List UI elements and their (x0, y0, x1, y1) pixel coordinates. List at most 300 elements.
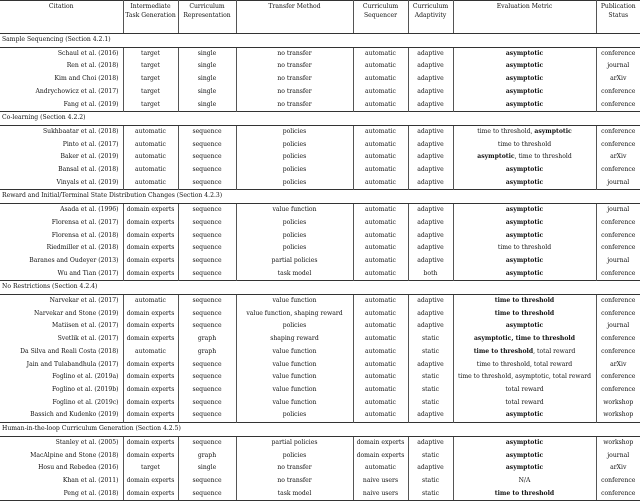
cell-transfer-method: value function (236, 359, 353, 372)
cell-transfer-method: value function (236, 346, 353, 359)
metric-part: asymptotic (505, 231, 544, 239)
cell-citation: Sukhbaatar et al. (2018) (0, 125, 123, 138)
cell-citation: Wu and Tian (2017) (0, 268, 123, 281)
cell-curriculum-adaptivity: adaptive (408, 409, 453, 422)
cell-publication-status: conference (601, 335, 636, 343)
cell-curriculum-representation: sequence (178, 475, 236, 488)
cell-citation: Bansal et al. (2018) (0, 164, 123, 177)
cell-task-generation: domain experts (123, 450, 178, 463)
cell-transfer-method: value function (236, 384, 353, 397)
metric-part: time to threshold, total reward (476, 360, 573, 368)
metric-part: asymptotic (505, 411, 544, 419)
cell-evaluation-metric (453, 177, 596, 190)
cell-task-generation: target (123, 86, 178, 99)
cell-transfer-method: partial policies (236, 255, 353, 268)
cell-transfer-method: value function (236, 397, 353, 410)
cell-publication-status: workshop (603, 398, 634, 406)
cell-citation: Andrychowicz et al. (2017) (0, 86, 123, 99)
cell-curriculum-representation: sequence (178, 125, 236, 138)
table-row (0, 151, 640, 164)
cell-citation: Florensa et al. (2017) (0, 217, 123, 230)
metric-part: asymptotic (505, 438, 544, 446)
table-row (0, 295, 640, 308)
cell-task-generation: target (123, 73, 178, 86)
cell-curriculum-adaptivity: adaptive (408, 436, 453, 449)
cell-citation: Fang et al. (2019) (0, 99, 123, 112)
cell-transfer-method: value function, shaping reward (236, 308, 353, 321)
cell-curriculum-sequencer: automatic (353, 255, 408, 268)
cell-task-generation: domain experts (123, 488, 178, 501)
cell-task-generation: domain experts (123, 397, 178, 410)
cell-evaluation-metric (453, 268, 596, 281)
table-row (0, 371, 640, 384)
metric-part: asymptotic (505, 62, 544, 70)
header-transfer-method: Transfer Method (236, 1, 353, 34)
metric-part: asymptotic (505, 256, 544, 264)
cell-curriculum-adaptivity: static (408, 397, 453, 410)
metric-part: N/A (518, 476, 531, 484)
cell-curriculum-representation: sequence (178, 268, 236, 281)
cell-curriculum-adaptivity: adaptive (408, 242, 453, 255)
metric-part: time to threshold, asymptotic, total reward (457, 373, 592, 381)
cell-transfer-method: task model (236, 268, 353, 281)
cell-citation: Baker et al. (2019) (0, 151, 123, 164)
cell-curriculum-adaptivity: static (408, 475, 453, 488)
cell-evaluation-metric (453, 164, 596, 177)
table-row (0, 60, 640, 73)
cell-curriculum-representation: single (178, 73, 236, 86)
table-row (0, 436, 640, 449)
table-row (0, 384, 640, 397)
header-curriculum-sequencer: Curriculum Sequencer (353, 1, 408, 34)
cell-curriculum-representation: sequence (178, 320, 236, 333)
header-evaluation-metric: Evaluation Metric (453, 1, 596, 34)
cell-curriculum-representation: sequence (178, 308, 236, 321)
cell-evaluation-metric (453, 204, 596, 217)
cell-evaluation-metric (453, 333, 596, 346)
cell-task-generation: domain experts (123, 320, 178, 333)
cell-curriculum-adaptivity: adaptive (408, 320, 453, 333)
cell-publication-status: conference (596, 488, 640, 501)
cell-transfer-method: no transfer (236, 73, 353, 86)
cell-publication-status: workshop (603, 438, 634, 446)
cell-publication-status: conference (601, 476, 636, 484)
cell-task-generation: domain experts (123, 268, 178, 281)
metric-part: asymptotic (505, 218, 544, 226)
cell-citation: Kim and Choi (2018) (0, 73, 123, 86)
cell-citation: Khan et al. (2011) (0, 475, 123, 488)
cell-curriculum-representation: graph (178, 346, 236, 359)
cell-curriculum-sequencer: automatic (353, 359, 408, 372)
section-header-row (0, 190, 640, 204)
cell-citation: Jain and Tulabandhula (2017) (0, 359, 123, 372)
cell-publication-status: journal (607, 178, 630, 186)
table-header (0, 1, 640, 34)
cell-evaluation-metric (453, 99, 596, 112)
table-row (0, 242, 640, 255)
cell-publication-status: conference (601, 140, 636, 148)
cell-publication-status: journal (607, 256, 630, 264)
section-header-row (0, 34, 640, 48)
cell-evaluation-metric (453, 462, 596, 475)
cell-task-generation: domain experts (123, 359, 178, 372)
cell-citation: Narvekar and Stone (2019) (0, 308, 123, 321)
cell-publication-status: conference (601, 269, 636, 277)
metric-part: time to threshold (494, 309, 555, 317)
cell-task-generation: domain experts (123, 242, 178, 255)
cell-evaluation-metric (453, 346, 596, 359)
metric-part: asymptotic (477, 153, 515, 161)
cell-transfer-method: policies (236, 242, 353, 255)
header-curriculum-adaptivity: Curriculum Adaptivity (408, 1, 453, 34)
table-row (0, 268, 640, 281)
cell-citation: Riedmiller et al. (2018) (0, 242, 123, 255)
section-header-row (0, 112, 640, 126)
cell-task-generation: domain experts (123, 217, 178, 230)
cell-curriculum-representation: sequence (178, 177, 236, 190)
table-row (0, 204, 640, 217)
cell-evaluation-metric (453, 230, 596, 243)
cell-curriculum-sequencer: automatic (353, 333, 408, 346)
cell-curriculum-adaptivity: adaptive (408, 295, 453, 308)
cell-curriculum-adaptivity: static (408, 346, 453, 359)
cell-curriculum-sequencer: automatic (353, 462, 408, 475)
section-title: No Restrictions (Section 4.2.4) (0, 281, 640, 295)
cell-transfer-method: policies (236, 139, 353, 152)
cell-evaluation-metric (453, 47, 596, 60)
table-row (0, 230, 640, 243)
cell-curriculum-adaptivity: adaptive (408, 125, 453, 138)
cell-publication-status: conference (601, 49, 636, 57)
cell-curriculum-adaptivity: both (408, 268, 453, 281)
cell-evaluation-metric (453, 242, 596, 255)
cell-citation: Asada et al. (1996) (0, 204, 123, 217)
cell-evaluation-metric (453, 295, 596, 308)
cell-publication-status: arXiv (610, 153, 627, 161)
cell-curriculum-adaptivity: adaptive (408, 47, 453, 60)
cell-curriculum-adaptivity: adaptive (408, 99, 453, 112)
cell-evaluation-metric (453, 320, 596, 333)
cell-task-generation: domain experts (123, 371, 178, 384)
cell-curriculum-adaptivity: static (408, 384, 453, 397)
metric-part: time to threshold (497, 244, 552, 252)
table-body (0, 34, 640, 501)
cell-citation: Baranes and Oudeyer (2013) (0, 255, 123, 268)
cell-curriculum-sequencer: automatic (353, 242, 408, 255)
cell-citation: Foglino et al. (2019a) (0, 371, 123, 384)
cell-publication-status: arXiv (610, 75, 627, 83)
cell-publication-status: conference (601, 218, 636, 226)
cell-curriculum-sequencer: automatic (353, 409, 408, 422)
cell-evaluation-metric (453, 139, 596, 152)
cell-citation: Bassich and Kudenko (2019) (0, 409, 123, 422)
cell-transfer-method: policies (236, 217, 353, 230)
table-row (0, 397, 640, 410)
table-row (0, 346, 640, 359)
cell-curriculum-representation: sequence (178, 139, 236, 152)
section-title: Human-in-the-loop Curriculum Generation (Section 4.2.5) (0, 423, 640, 437)
cell-curriculum-adaptivity: adaptive (408, 217, 453, 230)
table-row (0, 320, 640, 333)
cell-curriculum-sequencer: domain experts (353, 450, 408, 463)
cell-evaluation-metric (453, 409, 596, 422)
table-row (0, 475, 640, 488)
cell-transfer-method: policies (236, 450, 353, 463)
cell-curriculum-sequencer: automatic (353, 73, 408, 86)
cell-citation: Foglino et al. (2019b) (0, 384, 123, 397)
cell-publication-status: conference (601, 347, 636, 355)
cell-citation: Vinyals et al. (2019) (0, 177, 123, 190)
table-row (0, 409, 640, 422)
cell-curriculum-adaptivity: adaptive (408, 177, 453, 190)
cell-transfer-method: no transfer (236, 475, 353, 488)
cell-curriculum-adaptivity: adaptive (408, 60, 453, 73)
cell-transfer-method: no transfer (236, 47, 353, 60)
cell-curriculum-representation: sequence (178, 397, 236, 410)
cell-evaluation-metric (453, 359, 596, 372)
cell-publication-status: workshop (603, 411, 634, 419)
cell-curriculum-representation: sequence (178, 164, 236, 177)
cell-citation: Pinto et al. (2017) (0, 139, 123, 152)
cell-citation: Stanley et al. (2005) (0, 436, 123, 449)
metric-part: time to threshold (497, 140, 552, 148)
cell-citation: MacAlpine and Stone (2018) (0, 450, 123, 463)
metric-part: asymptotic (505, 87, 544, 95)
cell-curriculum-sequencer: automatic (353, 371, 408, 384)
table-row (0, 139, 640, 152)
cell-curriculum-representation: sequence (178, 230, 236, 243)
table-row (0, 99, 640, 112)
metric-part: asymptotic (534, 127, 572, 135)
cell-curriculum-representation: sequence (178, 371, 236, 384)
metric-part: , time to threshold (514, 153, 572, 161)
cell-task-generation: target (123, 60, 178, 73)
cell-citation: Svetlik et al. (2017) (0, 333, 123, 346)
cell-curriculum-representation: sequence (178, 204, 236, 217)
cell-task-generation: domain experts (123, 204, 178, 217)
cell-curriculum-representation: graph (178, 333, 236, 346)
cell-publication-status: conference (601, 244, 636, 252)
cell-evaluation-metric (453, 436, 596, 449)
cell-transfer-method: no transfer (236, 462, 353, 475)
cell-transfer-method: policies (236, 320, 353, 333)
cell-task-generation: domain experts (123, 333, 178, 346)
cell-curriculum-representation: single (178, 462, 236, 475)
cell-curriculum-sequencer: automatic (353, 86, 408, 99)
cell-curriculum-representation: sequence (178, 242, 236, 255)
table-row (0, 462, 640, 475)
cell-transfer-method: value function (236, 371, 353, 384)
table-row (0, 255, 640, 268)
cell-curriculum-adaptivity: adaptive (408, 204, 453, 217)
cell-curriculum-adaptivity: adaptive (408, 359, 453, 372)
table-row (0, 164, 640, 177)
header-citation: Citation (0, 1, 123, 34)
cell-curriculum-representation: single (178, 86, 236, 99)
cell-curriculum-adaptivity: adaptive (408, 151, 453, 164)
cell-transfer-method: no transfer (236, 60, 353, 73)
cell-curriculum-adaptivity: adaptive (408, 73, 453, 86)
cell-publication-status: arXiv (610, 360, 627, 368)
cell-curriculum-representation: sequence (178, 217, 236, 230)
metric-part: total reward (505, 398, 544, 406)
metric-part: asymptotic (505, 49, 544, 57)
table-row (0, 125, 640, 138)
cell-curriculum-sequencer: automatic (353, 139, 408, 152)
cell-task-generation: target (123, 99, 178, 112)
cell-evaluation-metric (453, 308, 596, 321)
cell-curriculum-adaptivity: adaptive (408, 164, 453, 177)
metric-part: asymptotic (505, 451, 544, 459)
section-title: Co-learning (Section 4.2.2) (0, 112, 640, 126)
cell-curriculum-sequencer: naive users (353, 488, 408, 501)
cell-citation: Schaul et al. (2016) (0, 47, 123, 60)
cell-citation: Foglino et al. (2019c) (0, 397, 123, 410)
section-header-row (0, 281, 640, 295)
cell-publication-status: conference (601, 127, 636, 135)
cell-transfer-method: policies (236, 151, 353, 164)
cell-curriculum-representation: sequence (178, 384, 236, 397)
cell-transfer-method: no transfer (236, 99, 353, 112)
cell-curriculum-adaptivity: static (408, 333, 453, 346)
table-row (0, 47, 640, 60)
metric-part: time to threshold (494, 489, 555, 497)
cell-citation: Narvekar et al. (2017) (0, 295, 123, 308)
cell-task-generation: domain experts (123, 409, 178, 422)
cell-task-generation: automatic (123, 295, 178, 308)
cell-curriculum-representation: single (178, 60, 236, 73)
table-row (0, 177, 640, 190)
cell-task-generation: domain experts (123, 255, 178, 268)
cell-transfer-method: shaping reward (236, 333, 353, 346)
cell-curriculum-sequencer: automatic (353, 230, 408, 243)
cell-publication-status: journal (607, 206, 630, 214)
cell-curriculum-adaptivity: adaptive (408, 255, 453, 268)
cell-citation: Matiisen et al. (2017) (0, 320, 123, 333)
metric-part: total reward (505, 385, 544, 393)
cell-curriculum-sequencer: automatic (353, 320, 408, 333)
metric-part: asymptotic (505, 166, 544, 174)
cell-curriculum-sequencer: automatic (353, 99, 408, 112)
cell-curriculum-sequencer: domain experts (353, 436, 408, 449)
cell-curriculum-sequencer: automatic (353, 164, 408, 177)
cell-curriculum-representation: sequence (178, 488, 236, 501)
section-title: Reward and Initial/Terminal State Distribution Changes (Section 4.2.3) (0, 190, 640, 204)
metric-part: , total reward (533, 347, 576, 355)
cell-curriculum-representation: sequence (178, 151, 236, 164)
metric-part: time to threshold (473, 347, 534, 355)
cell-curriculum-sequencer: automatic (353, 308, 408, 321)
metric-part: asymptotic (505, 322, 544, 330)
cell-curriculum-sequencer: automatic (353, 346, 408, 359)
table-row (0, 450, 640, 463)
metric-part: asymptotic (505, 100, 544, 108)
cell-curriculum-sequencer: automatic (353, 47, 408, 60)
cell-evaluation-metric (453, 60, 596, 73)
cell-curriculum-sequencer: automatic (353, 217, 408, 230)
table-row (0, 73, 640, 86)
cell-task-generation: domain experts (123, 308, 178, 321)
cell-curriculum-sequencer: automatic (353, 397, 408, 410)
cell-transfer-method: no transfer (236, 86, 353, 99)
cell-curriculum-sequencer: automatic (353, 268, 408, 281)
cell-publication-status: journal (607, 62, 630, 70)
cell-publication-status: conference (601, 231, 636, 239)
cell-task-generation: automatic (123, 139, 178, 152)
header-publication-status: Publication Status (596, 1, 640, 34)
cell-evaluation-metric (453, 125, 596, 138)
section-header-row (0, 423, 640, 437)
cell-curriculum-sequencer: automatic (353, 125, 408, 138)
table-row (0, 86, 640, 99)
cell-transfer-method: policies (236, 164, 353, 177)
metric-part: time to threshold, (477, 127, 535, 135)
cell-publication-status: conference (601, 166, 636, 174)
cell-transfer-method: policies (236, 125, 353, 138)
cell-evaluation-metric (453, 73, 596, 86)
cell-curriculum-adaptivity: static (408, 450, 453, 463)
cell-publication-status: conference (601, 373, 636, 381)
cell-curriculum-representation: graph (178, 450, 236, 463)
cell-evaluation-metric (453, 217, 596, 230)
cell-transfer-method: policies (236, 177, 353, 190)
cell-citation: Hosu and Rebedea (2016) (0, 462, 123, 475)
cell-publication-status: conference (601, 385, 636, 393)
cell-curriculum-adaptivity: static (408, 488, 453, 501)
cell-publication-status: arXiv (610, 464, 627, 472)
cell-curriculum-representation: sequence (178, 255, 236, 268)
table-row (0, 488, 640, 501)
header-curriculum-representation: Curriculum Representation (178, 1, 236, 34)
cell-publication-status: journal (607, 322, 630, 330)
table-row (0, 308, 640, 321)
metric-part: asymptotic (505, 206, 544, 214)
cell-curriculum-adaptivity: adaptive (408, 230, 453, 243)
table-row (0, 333, 640, 346)
cell-task-generation: automatic (123, 346, 178, 359)
cell-curriculum-representation: single (178, 99, 236, 112)
cell-curriculum-sequencer: automatic (353, 60, 408, 73)
cell-evaluation-metric (453, 86, 596, 99)
cell-curriculum-adaptivity: adaptive (408, 139, 453, 152)
cell-citation: Florensa et al. (2018) (0, 230, 123, 243)
cell-transfer-method: partial policies (236, 436, 353, 449)
cell-publication-status: conference (601, 87, 636, 95)
header-task-generation: Intermediate Task Generation (123, 1, 178, 34)
cell-transfer-method: policies (236, 409, 353, 422)
cell-evaluation-metric (453, 255, 596, 268)
cell-publication-status: conference (601, 309, 636, 317)
metric-part: time to threshold (494, 297, 555, 305)
metric-part: asymptotic (505, 269, 544, 277)
header-row (0, 1, 640, 34)
cell-curriculum-representation: single (178, 47, 236, 60)
cell-evaluation-metric (453, 397, 596, 410)
cell-task-generation: domain experts (123, 436, 178, 449)
cell-curriculum-adaptivity: adaptive (408, 462, 453, 475)
metric-part: asymptotic (505, 178, 544, 186)
cell-citation: Da Silva and Reali Costa (2018) (0, 346, 123, 359)
cell-transfer-method: value function (236, 204, 353, 217)
cell-task-generation: domain experts (123, 384, 178, 397)
cell-task-generation: automatic (123, 125, 178, 138)
cell-transfer-method: policies (236, 230, 353, 243)
cell-task-generation: domain experts (123, 230, 178, 243)
cell-curriculum-representation: sequence (178, 359, 236, 372)
table-row (0, 359, 640, 372)
cell-evaluation-metric (453, 384, 596, 397)
section-title: Sample Sequencing (Section 4.2.1) (0, 34, 640, 48)
